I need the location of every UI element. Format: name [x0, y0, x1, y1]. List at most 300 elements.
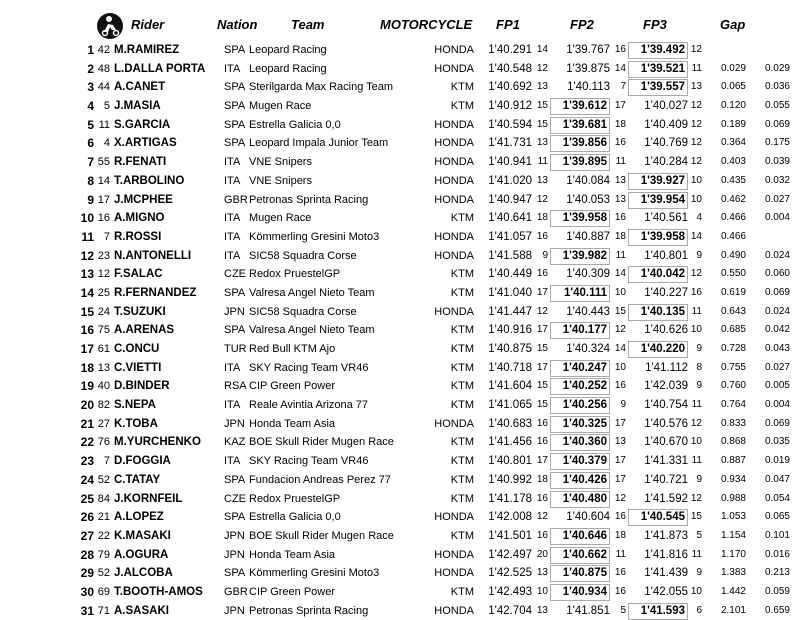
nation-cell: SPA [224, 44, 246, 56]
fp1-time-cell: 1'41.065 [488, 399, 532, 412]
nation-cell: SPA [224, 81, 246, 94]
gap-previous-cell: 0.659 [764, 604, 790, 616]
rider-number-cell: 12 [97, 268, 110, 281]
gap-previous-cell: 0.055 [764, 100, 790, 112]
gap-previous-cell: 0.005 [764, 380, 790, 392]
fp1-time-cell: 1'41.178 [488, 492, 532, 505]
motorcycle-cell: KTM [450, 492, 474, 505]
gap-first-cell: 0.685 [720, 324, 746, 336]
nation-cell: JPN [224, 604, 245, 617]
position-cell: 2 [87, 61, 94, 76]
fp2-laps-cell: 17 [614, 100, 626, 112]
team-cell: CIP Green Power [249, 380, 336, 393]
table-row [0, 377, 800, 396]
fp1-time-cell: 1'40.641 [488, 212, 532, 225]
fp2-time-cell: 1'40.875 [550, 565, 610, 582]
team-cell: Sterilgarda Max Racing Team [249, 81, 394, 94]
nation-cell: SPA [224, 567, 246, 580]
team-cell: SKY Racing Team VR46 [249, 455, 369, 468]
position-cell: 14 [80, 285, 94, 300]
rider-name-cell: S.GARCIA [114, 118, 171, 131]
nation-cell: GBR [224, 585, 248, 598]
gap-first-cell: 0.403 [720, 156, 746, 168]
position-cell: 5 [87, 117, 94, 132]
table-row [0, 508, 800, 527]
team-cell: SIC58 Squadra Corse [249, 249, 357, 262]
fp2-laps-cell: 14 [614, 62, 626, 74]
fp2-time-cell: 1'40.443 [566, 305, 610, 318]
fp2-time-cell: 1'40.324 [566, 343, 610, 355]
col-header-fp2: FP2 [570, 17, 594, 32]
results-table [0, 41, 800, 620]
gap-previous-cell: 0.069 [764, 417, 790, 429]
rider-name-cell: N.ANTONELLI [114, 249, 192, 262]
rider-name-cell: M.YURCHENKO [114, 436, 201, 449]
nation-cell: SPA [224, 100, 246, 113]
motorcycle-cell: HONDA [434, 230, 474, 243]
motorcycle-cell: HONDA [434, 548, 474, 561]
fp2-laps-cell: 13 [614, 174, 626, 186]
fp1-laps-cell: 20 [536, 548, 548, 560]
rider-name-cell: A.LOPEZ [114, 511, 164, 524]
team-cell: Redox PruestelGP [249, 492, 341, 505]
motorcycle-cell: HONDA [434, 174, 474, 187]
gap-previous-cell: 0.069 [764, 118, 790, 130]
fp1-time-cell: 1'40.801 [488, 455, 532, 468]
nation-cell: ITA [224, 62, 241, 75]
team-cell: Honda Team Asia [249, 417, 336, 430]
gap-first-cell: 1.154 [720, 529, 746, 541]
motorcycle-cell: KTM [450, 81, 474, 94]
fp1-laps-cell: 17 [536, 286, 548, 298]
nation-cell: JPN [224, 548, 245, 561]
fp3-time-cell: 1'42.055 [644, 585, 688, 598]
gap-previous-cell: 0.024 [764, 249, 790, 261]
fp1-laps-cell: 16 [536, 230, 548, 242]
fp2-laps-cell: 18 [614, 230, 626, 242]
rider-name-cell: R.ROSSI [114, 230, 162, 243]
table-row [0, 97, 800, 116]
fp3-time-cell: 1'40.561 [644, 212, 688, 225]
fp3-time-cell: 1'39.521 [628, 61, 688, 78]
team-cell: Red Bull KTM Ajo [249, 343, 336, 355]
fp1-time-cell: 1'41.057 [488, 230, 532, 243]
team-cell: Valresa Angel Nieto Team [249, 324, 375, 337]
fp1-time-cell: 1'41.604 [488, 380, 532, 393]
fp3-time-cell: 1'40.721 [644, 473, 688, 486]
fp1-laps-cell: 9 [542, 249, 548, 261]
motorcycle-cell: KTM [450, 286, 474, 299]
fp1-time-cell: 1'42.493 [488, 585, 532, 598]
nation-cell: SPA [224, 511, 246, 524]
motorcycle-cell: HONDA [434, 137, 474, 150]
nation-cell: SPA [224, 118, 246, 131]
fp3-time-cell: 1'40.042 [628, 266, 688, 283]
fp3-laps-cell: 12 [690, 417, 702, 429]
fp1-laps-cell: 12 [536, 193, 548, 205]
fp2-laps-cell: 9 [620, 399, 626, 411]
fp1-laps-cell: 17 [536, 455, 548, 467]
team-cell: Mugen Race [249, 212, 312, 225]
fp2-time-cell: 1'40.325 [550, 416, 610, 433]
motorcycle-cell: KTM [450, 324, 474, 337]
fp2-time-cell: 1'40.252 [550, 378, 610, 395]
fp2-laps-cell: 16 [614, 212, 626, 224]
table-row [0, 209, 800, 228]
fp1-time-cell: 1'42.525 [488, 567, 532, 580]
rider-name-cell: X.ARTIGAS [114, 137, 177, 150]
fp1-laps-cell: 15 [536, 100, 548, 112]
fp3-laps-cell: 10 [690, 436, 702, 448]
team-cell: Estrella Galicia 0,0 [249, 118, 341, 131]
team-cell: BOE Skull Rider Mugen Race [249, 436, 394, 449]
rider-name-cell: T.SUZUKI [114, 305, 166, 318]
nation-cell: CZE [224, 492, 246, 505]
fp3-time-cell: 1'40.409 [644, 118, 688, 131]
position-cell: 29 [80, 566, 94, 581]
rider-number-cell: 69 [97, 585, 110, 598]
rider-number-cell: 5 [103, 100, 110, 113]
rider-number-cell: 75 [97, 324, 110, 337]
fp3-time-cell: 1'40.227 [644, 286, 688, 299]
fp2-time-cell: 1'39.982 [550, 248, 610, 265]
team-cell: Honda Team Asia [249, 548, 336, 561]
nation-cell: TUR [224, 343, 247, 355]
fp1-laps-cell: 16 [536, 529, 548, 541]
fp3-time-cell: 1'40.801 [644, 249, 688, 262]
fp3-time-cell: 1'39.557 [628, 79, 688, 96]
fp1-laps-cell: 12 [536, 511, 548, 523]
gap-first-cell: 0.643 [720, 305, 746, 317]
rider-name-cell: J.KORNFEIL [114, 492, 183, 505]
rider-number-cell: 7 [103, 230, 110, 243]
fp2-time-cell: 1'39.856 [550, 135, 610, 152]
nation-cell: GBR [224, 193, 248, 206]
fp3-time-cell: 1'42.039 [644, 380, 688, 393]
rider-number-cell: 21 [97, 511, 110, 524]
gap-previous-cell: 0.047 [764, 473, 790, 485]
table-row [0, 247, 800, 266]
fp1-time-cell: 1'40.912 [488, 100, 532, 113]
fp1-laps-cell: 13 [536, 604, 548, 616]
motorcycle-cell: KTM [450, 473, 474, 486]
table-row [0, 546, 800, 565]
team-cell: BOE Skull Rider Mugen Race [249, 529, 394, 542]
fp3-time-cell: 1'40.220 [628, 341, 688, 358]
rider-name-cell: R.FERNANDEZ [114, 286, 197, 299]
fp1-laps-cell: 10 [536, 585, 548, 597]
fp3-laps-cell: 11 [691, 455, 702, 467]
fp1-time-cell: 1'42.704 [488, 604, 532, 617]
table-row [0, 396, 800, 415]
gap-previous-cell: 0.175 [764, 137, 790, 149]
position-cell: 27 [80, 528, 94, 543]
position-cell: 8 [87, 173, 94, 188]
rider-number-cell: 27 [97, 417, 110, 430]
position-cell: 13 [80, 267, 94, 282]
motorcycle-cell: HONDA [434, 156, 474, 169]
fp1-time-cell: 1'41.588 [488, 249, 532, 262]
team-cell: SKY Racing Team VR46 [249, 361, 369, 374]
position-cell: 9 [87, 192, 94, 207]
fp2-time-cell: 1'39.895 [550, 154, 610, 171]
rider-name-cell: A.CANET [114, 81, 166, 94]
gap-first-cell: 0.466 [720, 212, 746, 224]
fp2-time-cell: 1'39.767 [566, 44, 610, 56]
team-cell: SIC58 Squadra Corse [249, 305, 357, 318]
table-row [0, 359, 800, 378]
table-row [0, 265, 800, 284]
table-header [0, 8, 800, 38]
table-row [0, 433, 800, 452]
team-cell: Leopard Racing [249, 44, 327, 56]
position-cell: 28 [80, 547, 94, 562]
rider-number-cell: 55 [97, 156, 110, 169]
rider-name-cell: L.DALLA PORTA [114, 62, 206, 75]
position-cell: 20 [80, 398, 94, 413]
fp3-time-cell: 1'39.492 [628, 42, 688, 59]
team-cell: Redox PruestelGP [249, 268, 341, 281]
fp3-laps-cell: 11 [691, 548, 702, 560]
fp2-time-cell: 1'39.958 [550, 210, 610, 227]
fp2-laps-cell: 11 [615, 249, 626, 261]
gap-previous-cell: 0.029 [764, 62, 790, 74]
gap-first-cell: 0.887 [720, 455, 746, 467]
fp2-time-cell: 1'40.379 [550, 453, 610, 470]
fp3-laps-cell: 5 [696, 529, 702, 541]
fp1-laps-cell: 12 [536, 305, 548, 317]
position-cell: 30 [80, 584, 94, 599]
nation-cell: JPN [224, 529, 245, 542]
fp3-laps-cell: 12 [690, 137, 702, 149]
fp1-laps-cell: 16 [536, 436, 548, 448]
table-row [0, 172, 800, 191]
fp2-time-cell: 1'40.309 [566, 268, 610, 281]
fp3-time-cell: 1'41.873 [644, 529, 688, 542]
team-cell: Reale Avintia Arizona 77 [249, 399, 369, 412]
gap-previous-cell: 0.054 [764, 492, 790, 504]
fp2-laps-cell: 11 [615, 548, 626, 560]
position-cell: 12 [80, 248, 94, 263]
fp1-laps-cell: 18 [536, 212, 548, 224]
fp3-laps-cell: 14 [690, 230, 702, 242]
fp2-laps-cell: 18 [614, 529, 626, 541]
gap-previous-cell: 0.101 [764, 529, 790, 541]
gap-first-cell: 1.053 [720, 511, 746, 523]
fp1-laps-cell: 13 [536, 137, 548, 149]
fp3-laps-cell: 11 [691, 62, 702, 74]
rider-name-cell: D.BINDER [114, 380, 170, 393]
motorcycle-cell: KTM [450, 212, 474, 225]
motorcycle-cell: HONDA [434, 417, 474, 430]
position-cell: 19 [80, 379, 94, 394]
nation-cell: JPN [224, 417, 245, 430]
fp1-laps-cell: 12 [536, 62, 548, 74]
fp2-laps-cell: 15 [614, 305, 626, 317]
fp2-time-cell: 1'40.360 [550, 434, 610, 451]
fp3-laps-cell: 15 [690, 511, 702, 523]
gap-previous-cell: 0.069 [764, 286, 790, 298]
gap-first-cell: 2.101 [720, 604, 746, 616]
table-row [0, 60, 800, 79]
fp1-time-cell: 1'40.718 [488, 361, 532, 374]
fp1-laps-cell: 17 [536, 361, 548, 373]
gap-previous-cell: 0.024 [764, 305, 790, 317]
team-cell: Leopard Impala Junior Team [249, 137, 389, 150]
rider-name-cell: M.RAMIREZ [114, 44, 180, 56]
fp2-time-cell: 1'40.662 [550, 547, 610, 564]
fp1-laps-cell: 14 [536, 44, 548, 55]
fp3-laps-cell: 12 [690, 268, 702, 280]
gap-first-cell: 0.728 [720, 343, 746, 354]
fp1-time-cell: 1'42.497 [488, 548, 532, 561]
rider-number-cell: 52 [97, 567, 110, 580]
fp2-time-cell: 1'39.612 [550, 98, 610, 115]
table-row [0, 490, 800, 509]
fp1-laps-cell: 15 [536, 380, 548, 392]
table-row [0, 153, 800, 172]
rider-name-cell: C.VIETTI [114, 361, 162, 374]
col-header-fp1: FP1 [496, 17, 520, 32]
fp2-laps-cell: 12 [614, 492, 626, 504]
gap-previous-cell: 0.042 [764, 324, 790, 336]
fp1-time-cell: 1'40.683 [488, 417, 532, 430]
rider-number-cell: 13 [97, 361, 110, 374]
rider-name-cell: S.NEPA [114, 399, 156, 412]
nation-cell: ITA [224, 156, 241, 169]
fp3-laps-cell: 9 [696, 380, 702, 392]
team-cell: CIP Green Power [249, 585, 336, 598]
fp1-time-cell: 1'40.916 [488, 324, 532, 337]
motorcycle-cell: HONDA [434, 62, 474, 75]
fp2-time-cell: 1'40.604 [566, 511, 610, 524]
fp2-laps-cell: 16 [614, 511, 626, 523]
col-header-rider: Rider [131, 17, 165, 32]
rider-name-cell: K.MASAKI [114, 529, 171, 542]
fp3-time-cell: 1'39.954 [628, 192, 688, 209]
fp3-time-cell: 1'40.135 [628, 304, 688, 321]
motorcycle-cell: KTM [450, 343, 474, 355]
fp2-laps-cell: 10 [614, 361, 626, 373]
rider-number-cell: 22 [97, 529, 110, 542]
rider-name-cell: K.TOBA [114, 417, 158, 430]
rider-name-cell: J.MCPHEE [114, 193, 173, 206]
table-row [0, 321, 800, 340]
motorcycle-cell: KTM [450, 380, 474, 393]
gap-previous-cell: 0.059 [764, 585, 790, 597]
fp3-time-cell: 1'40.545 [628, 509, 688, 526]
gap-previous-cell: 0.027 [764, 361, 790, 373]
position-cell: 7 [87, 155, 94, 170]
rider-number-cell: 40 [97, 380, 110, 393]
gap-previous-cell: 0.032 [764, 174, 790, 186]
motorcycle-cell: KTM [450, 268, 474, 281]
team-cell: Petronas Sprinta Racing [249, 604, 369, 617]
nation-cell: SPA [224, 286, 246, 299]
fp2-time-cell: 1'40.053 [566, 193, 610, 206]
fp3-laps-cell: 10 [690, 174, 702, 186]
fp3-laps-cell: 11 [691, 305, 702, 317]
col-header-motorcycle: MOTORCYCLE [380, 17, 473, 32]
fp3-laps-cell: 12 [690, 492, 702, 504]
fp1-time-cell: 1'41.456 [488, 436, 532, 449]
fp3-laps-cell: 12 [690, 100, 702, 112]
fp1-laps-cell: 16 [536, 417, 548, 429]
position-cell: 31 [80, 603, 94, 618]
nation-cell: ITA [224, 361, 241, 374]
rider-number-cell: 61 [97, 343, 110, 355]
fp3-laps-cell: 12 [690, 156, 702, 168]
fp3-laps-cell: 8 [696, 361, 702, 373]
gap-first-cell: 0.550 [720, 268, 746, 280]
rider-number-cell: 17 [97, 193, 110, 206]
nation-cell: RSA [224, 380, 247, 393]
team-cell: Kömmerling Gresini Moto3 [249, 230, 380, 243]
rider-name-cell: F.SALAC [114, 268, 163, 281]
table-row [0, 602, 800, 620]
motorcycle-cell: KTM [450, 585, 474, 598]
position-cell: 3 [87, 80, 94, 95]
table-row [0, 78, 800, 97]
fp2-laps-cell: 16 [614, 585, 626, 597]
motorcycle-cell: KTM [450, 361, 474, 374]
gap-first-cell: 0.490 [720, 249, 746, 261]
rider-name-cell: C.TATAY [114, 473, 161, 486]
fp1-time-cell: 1'41.040 [488, 286, 532, 299]
nation-cell: SPA [224, 137, 246, 150]
fp3-laps-cell: 9 [696, 567, 702, 579]
nation-cell: SPA [224, 324, 246, 337]
gap-previous-cell: 0.019 [764, 455, 790, 467]
rider-number-cell: 24 [97, 305, 110, 318]
fp2-laps-cell: 17 [614, 455, 626, 467]
fp3-time-cell: 1'40.769 [644, 137, 688, 150]
gap-first-cell: 0.065 [720, 81, 746, 93]
rider-name-cell: T.BOOTH-AMOS [114, 585, 203, 598]
fp2-time-cell: 1'40.247 [550, 360, 610, 377]
position-cell: 11 [81, 229, 94, 244]
fp3-time-cell: 1'41.331 [644, 455, 688, 468]
fp2-time-cell: 1'40.256 [550, 397, 610, 414]
fp1-time-cell: 1'40.992 [488, 473, 532, 486]
fp3-laps-cell: 9 [696, 473, 702, 485]
fp2-laps-cell: 16 [614, 567, 626, 579]
position-cell: 25 [80, 491, 94, 506]
gap-first-cell: 0.466 [720, 230, 746, 242]
fp2-laps-cell: 12 [614, 324, 626, 336]
rider-number-cell: 52 [97, 473, 110, 486]
team-cell: VNE Snipers [249, 156, 312, 169]
fp1-laps-cell: 16 [536, 268, 548, 280]
col-header-team: Team [291, 17, 325, 32]
position-cell: 23 [80, 454, 94, 469]
fp2-laps-cell: 13 [614, 193, 626, 205]
nation-cell: JPN [224, 305, 245, 318]
table-row [0, 527, 800, 546]
motorcycle-cell: KTM [450, 399, 474, 412]
gap-previous-cell: 0.043 [764, 343, 790, 354]
motorcycle-cell: HONDA [434, 511, 474, 524]
gap-previous-cell: 0.213 [764, 567, 790, 579]
fp1-time-cell: 1'40.548 [488, 62, 532, 75]
fp2-time-cell: 1'40.934 [550, 584, 610, 601]
table-row [0, 564, 800, 583]
rider-number-cell: 7 [103, 455, 110, 468]
gap-previous-cell: 0.060 [764, 268, 790, 280]
table-row [0, 340, 800, 359]
fp2-laps-cell: 14 [614, 343, 626, 354]
position-cell: 18 [80, 360, 94, 375]
